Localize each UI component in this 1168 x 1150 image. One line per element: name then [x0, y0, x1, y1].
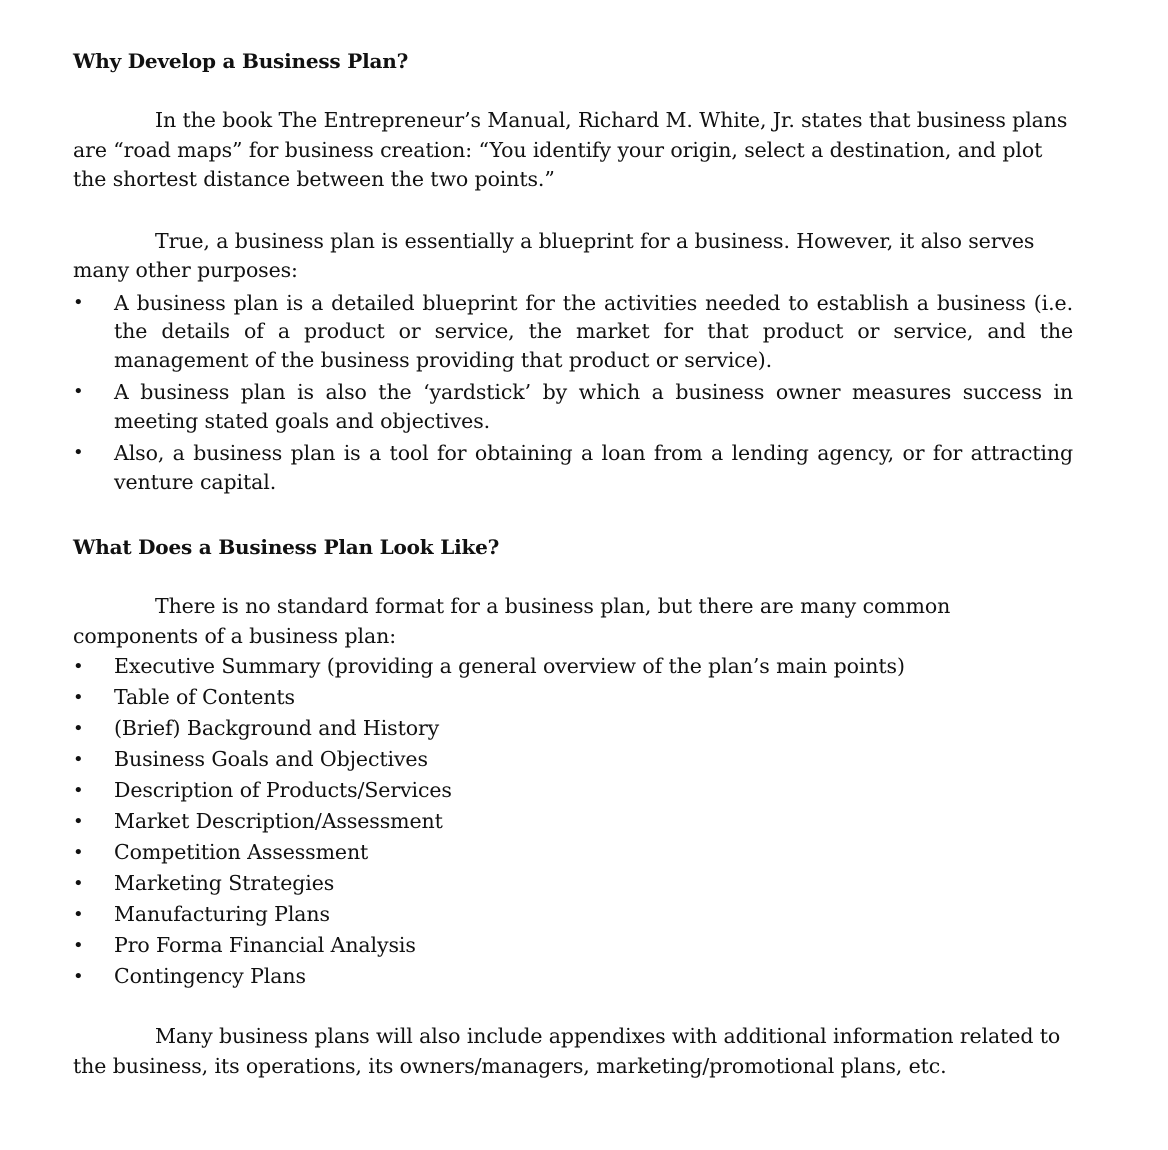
paragraph-appendixes: Many business plans will also include appendixes with additional information related to the business, its operations, its owners/managers, marketing/promotional plans, etc.: [73, 1024, 1061, 1078]
list-item: [73, 775, 1073, 806]
list-item-text: Also, a business plan is a tool for obtaining a loan from a lending agency, or for attracting venture capital.: [114, 441, 1073, 494]
list-item: [73, 806, 1073, 837]
list-item-text: Business Goals and Objectives: [114, 747, 428, 771]
bullet-icon: •: [73, 749, 84, 770]
list-item-text: Table of Contents: [114, 685, 295, 709]
list-item: [73, 744, 1073, 775]
bullet-icon: •: [73, 935, 84, 956]
paragraph-blueprint: True, a business plan is essentially a blueprint for a business. However, it also serves many other purposes:: [73, 228, 1035, 282]
list-item: [73, 961, 1073, 992]
paragraph-no-standard-format: There is no standard format for a business plan, but there are many common components of a business plan:: [73, 594, 951, 648]
bullet-icon: •: [73, 873, 84, 894]
list-item-text: Executive Summary (providing a general overview of the plan’s main points): [114, 654, 905, 678]
list-item-text: Competition Assessment: [114, 840, 369, 864]
list-item: [73, 289, 1073, 375]
bullet-icon: •: [73, 291, 84, 313]
bullet-icon: •: [73, 966, 84, 987]
list-item: [73, 651, 1073, 682]
section-heading-why-develop: Why Develop a Business Plan?: [73, 49, 409, 73]
components-list: [73, 651, 1073, 992]
bullet-icon: •: [73, 687, 84, 708]
list-item-text: Marketing Strategies: [114, 871, 335, 895]
list-item-text: A business plan is also the ‘yardstick’ by which a business owner measures success in meeting stated goals and objectives.: [114, 380, 1073, 433]
list-item: [73, 868, 1073, 899]
bullet-icon: •: [73, 904, 84, 925]
bullet-icon: •: [73, 780, 84, 801]
list-item: [73, 378, 1073, 435]
purposes-list: [73, 289, 1073, 497]
list-item: [73, 899, 1073, 930]
bullet-icon: •: [73, 842, 84, 863]
paragraph-entrepreneurs-manual: In the book The Entrepreneur’s Manual, Richard M. White, Jr. states that business plans are “road maps” for business creation: “You identify your origin, select a destination, and plot the shortest distance between the two points.”: [73, 108, 1068, 191]
list-item: [73, 837, 1073, 868]
list-item-text: Contingency Plans: [114, 964, 306, 988]
bullet-icon: •: [73, 656, 84, 677]
section-heading-what-does: What Does a Business Plan Look Like?: [73, 535, 500, 559]
list-item: [73, 682, 1073, 713]
list-item: [73, 713, 1073, 744]
list-item-text: A business plan is a detailed blueprint for the activities needed to establish a business (i.e. the details of a product or service, the market for that product or service, and the management of the business providing that product or service).: [114, 290, 1073, 372]
list-item-text: Manufacturing Plans: [114, 902, 330, 926]
list-item-text: Pro Forma Financial Analysis: [114, 933, 416, 957]
list-item: [73, 439, 1073, 496]
bullet-icon: •: [73, 381, 84, 402]
bullet-icon: •: [73, 442, 84, 463]
list-item-text: Market Description/Assessment: [114, 809, 443, 833]
document-page: [73, 46, 1073, 1081]
bullet-icon: •: [73, 718, 84, 739]
list-item: [73, 930, 1073, 961]
list-item-text: (Brief) Background and History: [114, 716, 440, 740]
bullet-icon: •: [73, 811, 84, 832]
list-item-text: Description of Products/Services: [114, 778, 452, 802]
